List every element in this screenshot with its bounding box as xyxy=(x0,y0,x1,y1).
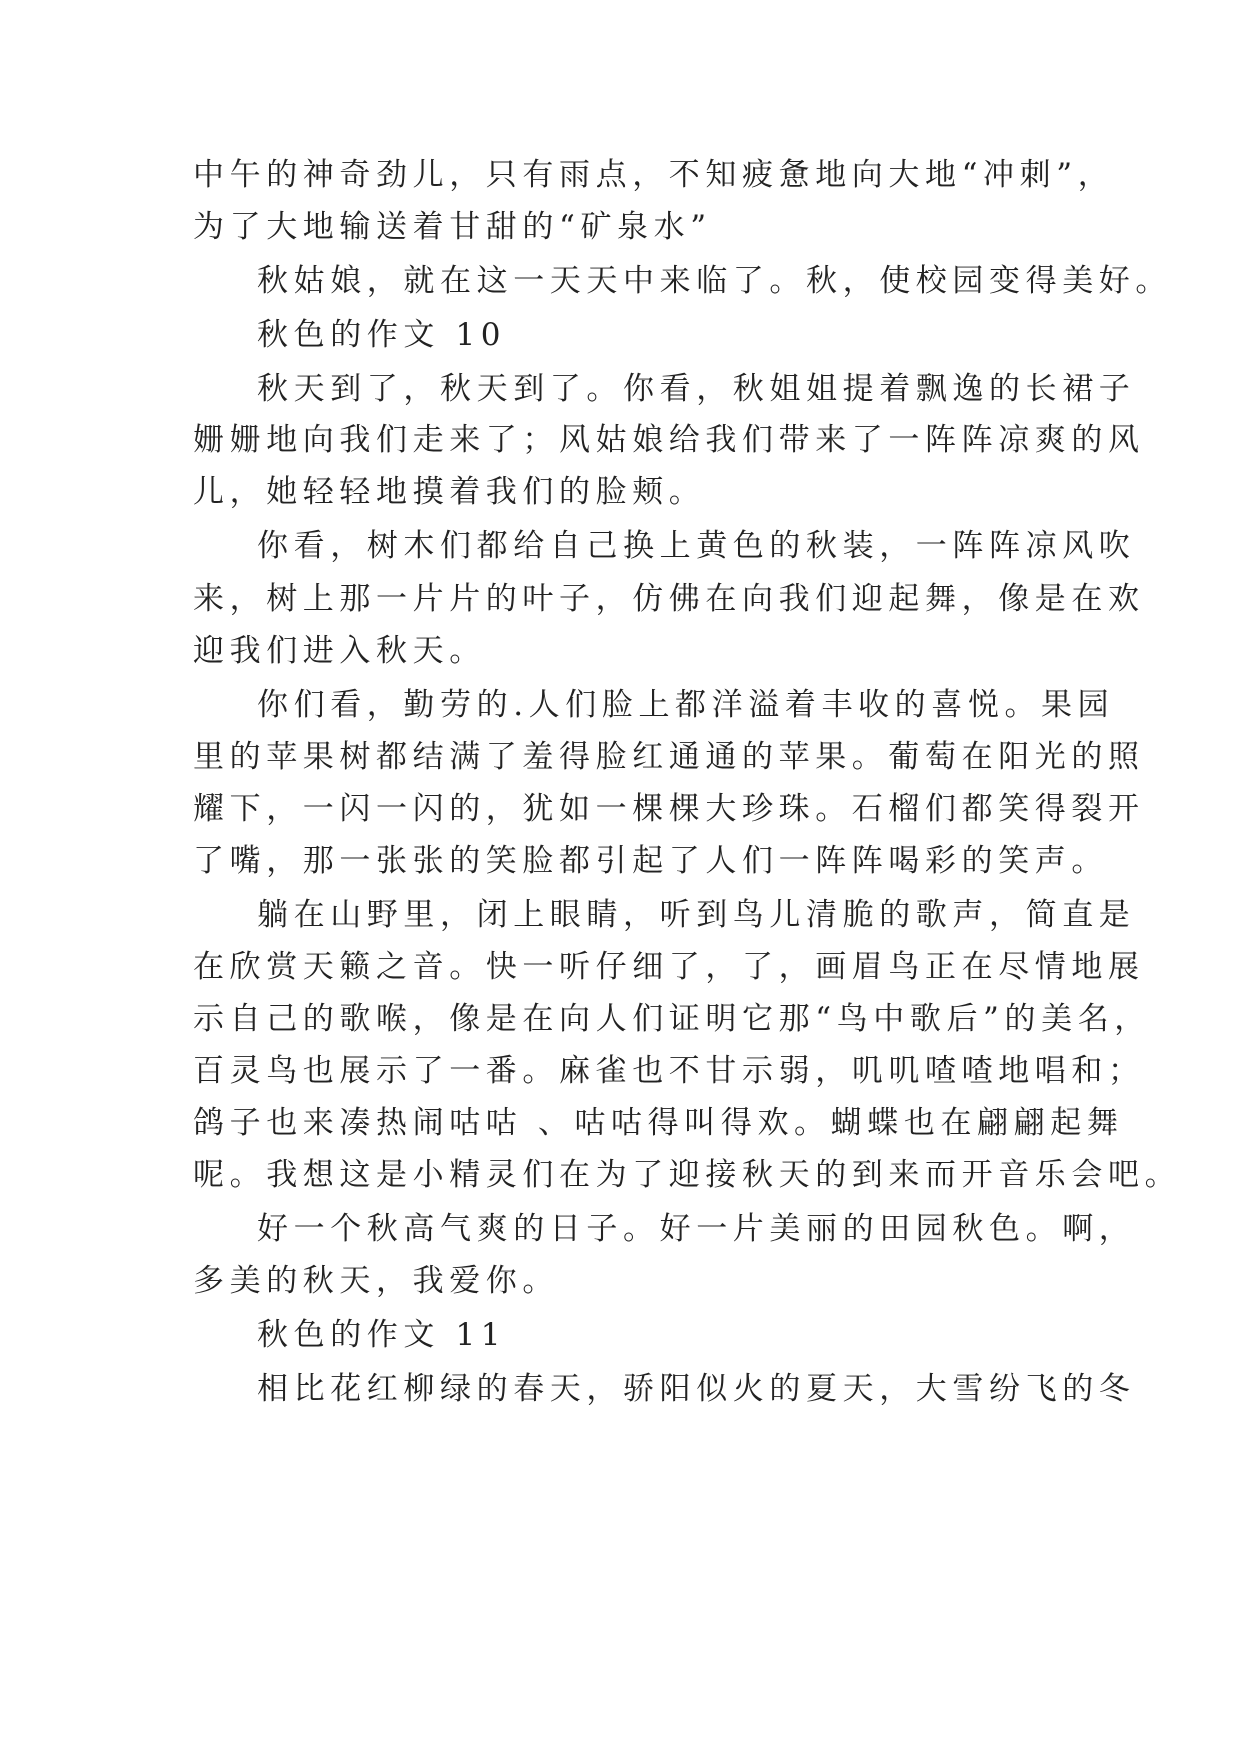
text-line: 中午的神奇劲儿，只有雨点，不知疲惫地向大地“冲刺”， xyxy=(193,157,1115,193)
paragraph-line: 躺在山野里，闭上眼睛，听到鸟儿清脆的歌声，简直是 xyxy=(257,897,1136,933)
paragraph-line: 秋姑娘，就在这一天天中来临了。秋，使校园变得美好。 xyxy=(257,263,1172,299)
text-line: 儿，她轻轻地摸着我们的脸颊。 xyxy=(193,474,706,510)
paragraph-line: 好一个秋高气爽的日子。好一片美丽的田园秋色。啊， xyxy=(257,1211,1136,1247)
paragraph-line: 你们看，勤劳的.人们脸上都洋溢着丰收的喜悦。果园 xyxy=(257,687,1115,723)
text-line: 在欣赏天籁之音。快一听仔细了，了，画眉鸟正在尽情地展 xyxy=(193,949,1145,985)
section-heading: 秋色的作文 10 xyxy=(257,317,507,353)
text-line: 姗姗地向我们走来了；风姑娘给我们带来了一阵阵凉爽的风 xyxy=(193,422,1145,458)
text-line: 耀下，一闪一闪的，犹如一棵棵大珍珠。石榴们都笑得裂开 xyxy=(193,791,1145,827)
text-line: 迎我们进入秋天。 xyxy=(193,633,486,669)
text-line: 呢。我想这是小精灵们在为了迎接秋天的到来而开音乐会吧。 xyxy=(193,1157,1182,1193)
paragraph-line: 秋天到了，秋天到了。你看，秋姐姐提着飘逸的长裙子 xyxy=(257,371,1136,407)
text-line: 多美的秋天，我爱你。 xyxy=(193,1263,559,1299)
text-line: 来，树上那一片片的叶子，仿佛在向我们迎起舞，像是在欢 xyxy=(193,581,1145,617)
section-heading: 秋色的作文 11 xyxy=(257,1317,507,1353)
text-line: 百灵鸟也展示了一番。麻雀也不甘示弱，叽叽喳喳地唱和； xyxy=(193,1053,1145,1089)
text-line: 为了大地输送着甘甜的“矿泉水” xyxy=(193,209,712,245)
paragraph-line: 相比花红柳绿的春天，骄阳似火的夏天，大雪纷飞的冬 xyxy=(257,1371,1136,1407)
text-line: 了嘴，那一张张的笑脸都引起了人们一阵阵喝彩的笑声。 xyxy=(193,843,1108,879)
paragraph-line: 你看，树木们都给自己换上黄色的秋装，一阵阵凉风吹 xyxy=(257,528,1136,564)
text-line: 示自己的歌喉，像是在向人们证明它那“鸟中歌后”的美名， xyxy=(193,1001,1151,1037)
text-line: 里的苹果树都结满了羞得脸红通通的苹果。葡萄在阳光的照 xyxy=(193,739,1145,775)
text-line: 鸽子也来凑热闹咕咕 、咕咕得叫得欢。蝴蝶也在翩翩起舞 xyxy=(193,1105,1124,1141)
